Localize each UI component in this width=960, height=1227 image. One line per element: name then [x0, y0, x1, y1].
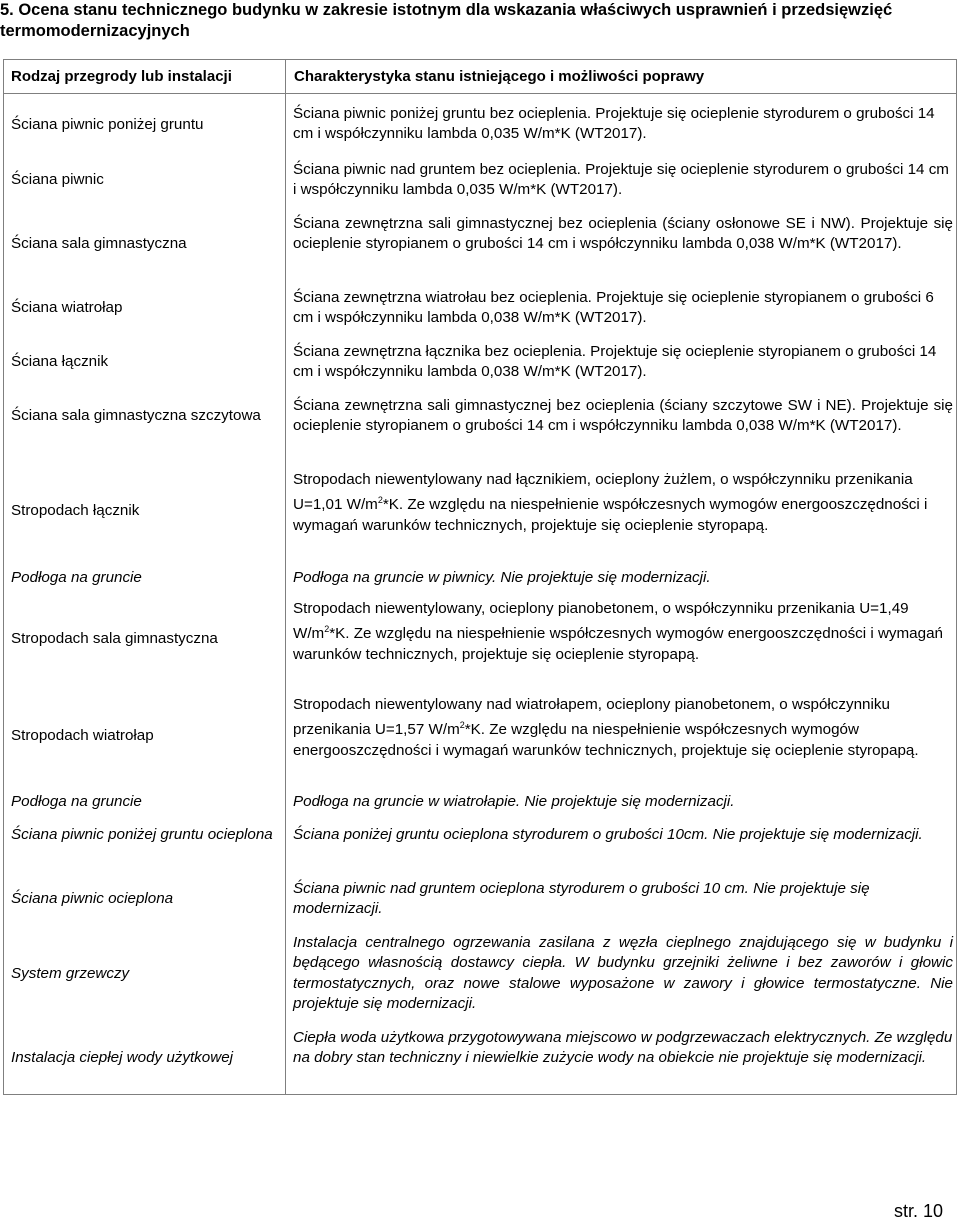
- row-type: Instalacja ciepłej wody użytkowej: [11, 1049, 234, 1066]
- column-header-description: Charakterystyka stanu istniejącego i możliwości poprawy: [294, 68, 705, 85]
- row-type: Ściana sala gimnastyczna szczytowa: [11, 407, 261, 424]
- row-type: Stropodach łącznik: [11, 502, 140, 519]
- row-description: Podłoga na gruncie w wiatrołapie. Nie projektuje się modernizacji.: [293, 793, 735, 810]
- row-description: Ściana poniżej gruntu ocieplona styrodurem o grubości 10cm. Nie projektuje się modernizacji.: [293, 826, 923, 843]
- page-number: str. 10: [894, 1201, 944, 1221]
- row-type: Podłoga na gruncie: [11, 793, 142, 810]
- row-description: Ściana zewnętrzna łącznika bez ocieplenia. Projektuje się ocieplenie styropianem o grubości 14 cm i współczynniku lambda 0,038 W/m*K (WT2017).: [293, 343, 937, 381]
- column-divider: [285, 60, 286, 1094]
- row-description: Stropodach niewentylowany nad łącznikiem, ocieplony żużlem, o współczynniku przenikania U=1,01 $W/m^2*K$. Ze względu na niespełnienie współczesnych wymogów energooszczędności i wymagań warunków technicznych, projektuje się ocieplenie styropapą.: [293, 471, 928, 534]
- row-type: Ściana piwnic: [11, 171, 104, 188]
- row-description: Instalacja centralnego ogrzewania zasilana z węzła cieplnego znajdującego się w budynku i będącego własnością dostawcy ciepła. W budynku grzejniki żeliwne i bez zaworów i głowic termostatycznych, oraz nowe stalowe wyposażone w zawory i głowice termostatyczne. Nie projektuje się modernizacji.: [293, 934, 953, 1012]
- row-type: Stropodach wiatrołap: [11, 727, 154, 744]
- row-description: Ściana zewnętrzna sali gimnastycznej bez ocieplenia (ściany osłonowe SE i NW). Projektuje się ocieplenie styropianem o grubości 14 cm i współczynniku lambda 0,038 W/m*K (WT2017).: [293, 215, 953, 253]
- row-description: Ściana piwnic nad gruntem ocieplona styrodurem o grubości 10 cm. Nie projektuje się modernizacji.: [293, 880, 870, 918]
- row-description: Stropodach niewentylowany, ocieplony pianobetonem, o współczynniku przenikania U=1,49 $W/m^2*K$. Ze względu na niespełnienie współczesnych wymogów energooszczędności i wymagań warunków technicznych, projektuje się ocieplenie styropapą.: [293, 600, 943, 663]
- row-type: Ściana piwnic poniżej gruntu ocieplona: [11, 826, 273, 843]
- row-description: Ciepła woda użytkowa przygotowywana miejscowo w podgrzewaczach elektrycznych. Ze względu na dobry stan techniczny i niewielkie zużycie wody na obiekcie nie projektuje się modernizacji.: [293, 1029, 953, 1067]
- row-type: Ściana sala gimnastyczna: [11, 235, 187, 252]
- column-header-type: Rodzaj przegrody lub instalacji: [11, 68, 232, 85]
- row-description: Ściana zewnętrzna wiatrołau bez ocieplenia. Projektuje się ocieplenie styropianem o grubości 6 cm i współczynniku lambda 0,038 W/m*K (WT2017).: [293, 289, 934, 327]
- row-type: Ściana piwnic poniżej gruntu: [11, 116, 204, 133]
- row-description: Podłoga na gruncie w piwnicy. Nie projektuje się modernizacji.: [293, 569, 711, 586]
- row-description: Ściana piwnic nad gruntem bez ocieplenia. Projektuje się ocieplenie styrodurem o grubości 14 cm i współczynniku lambda 0,035 W/m*K (WT2017).: [293, 161, 949, 199]
- row-type: System grzewczy: [11, 965, 130, 982]
- row-description: Ściana zewnętrzna sali gimnastycznej bez ocieplenia (ściany szczytowe SW i NE). Projektuje się ocieplenie styropianem o grubości 14 cm i współczynniku lambda 0,038 W/m*K (WT2017).: [293, 397, 953, 435]
- row-type: Ściana wiatrołap: [11, 299, 123, 316]
- section-heading: 5. Ocena stanu technicznego budynku w zakresie istotnym dla wskazania właściwych usprawnień i przedsięwzięć termomodernizacyjnych: [0, 1, 893, 40]
- row-description: Ściana piwnic poniżej gruntu bez ocieplenia. Projektuje się ocieplenie styrodurem o grubości 14 cm i współczynniku lambda 0,035 W/m*K (WT2017).: [293, 105, 935, 143]
- row-type: Ściana łącznik: [11, 353, 109, 370]
- row-type: Podłoga na gruncie: [11, 569, 142, 586]
- row-description: Stropodach niewentylowany nad wiatrołapem, ocieplony pianobetonem, o współczynniku przenikania U=1,57 $W/m^2*K$. Ze względu na niespełnienie współczesnych wymogów energooszczędności i wymagań warunków technicznych, projektuje się ocieplenie styropapą.: [293, 696, 919, 759]
- row-type: Ściana piwnic ocieplona: [11, 890, 174, 907]
- condition-table: [3, 59, 957, 1095]
- row-type: Stropodach sala gimnastyczna: [11, 630, 218, 647]
